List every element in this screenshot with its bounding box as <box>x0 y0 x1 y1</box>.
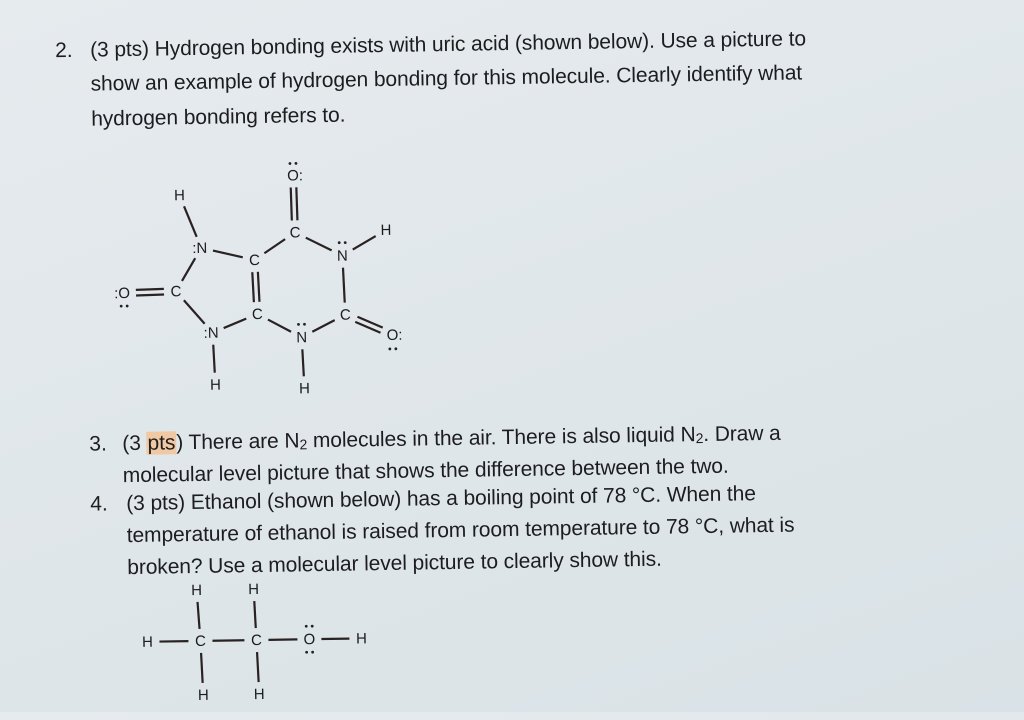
atom-label: H <box>198 687 209 704</box>
atom-label: C <box>289 224 300 241</box>
subscript: 2 <box>299 436 307 452</box>
bond-line <box>257 652 259 682</box>
question-4-line-2: temperature of ethanol is raised from room temperature to 78 °C, what is <box>127 514 795 548</box>
atom-label: :N <box>192 240 207 257</box>
atom-label: H <box>254 686 265 703</box>
question-2-line-2: show an example of hydrogen bonding for this molecule. Clearly identify what <box>90 61 802 96</box>
atom-label: C <box>195 633 206 650</box>
lone-pair-dot <box>311 651 314 654</box>
bond-line <box>254 601 255 628</box>
atom-label: H <box>356 630 367 647</box>
bond-line <box>201 653 203 683</box>
subscript: 2 <box>695 430 703 446</box>
question-4-number: 4. <box>90 492 108 516</box>
lone-pair-dot <box>311 625 314 628</box>
q3-text: ) There are N <box>176 429 300 454</box>
question-2-number: 2. <box>55 39 73 63</box>
question-2-line-3: hydrogen bonding refers to. <box>91 104 345 132</box>
atom-label: N <box>296 329 307 346</box>
atom-label: H <box>191 582 202 599</box>
atom-label: H <box>380 222 391 239</box>
question-4-line-3: broken? Use a molecular level picture to clearly show this. <box>127 548 662 580</box>
atom-label: N <box>337 248 348 265</box>
atom-label: H <box>299 380 310 397</box>
atom-label: C <box>170 283 181 300</box>
atom-label: H <box>248 581 259 598</box>
lone-pair-dot <box>305 651 308 654</box>
atom-label: :O <box>114 285 130 302</box>
question-3-line-2: molecular level picture that shows the difference between the two. <box>123 455 729 489</box>
q3-text: molecules in the air. There is also liquid N <box>307 423 696 452</box>
atom-label: O: <box>287 167 303 184</box>
q3-text: . Draw a <box>703 422 781 446</box>
atom-label: :N <box>203 325 218 342</box>
atom-label: C <box>249 252 260 269</box>
highlighted-text: pts <box>146 431 176 454</box>
bond-line <box>212 640 244 641</box>
atom-label: C <box>340 307 351 324</box>
q3-text: (3 <box>122 432 147 455</box>
atom-label: O: <box>387 327 403 344</box>
atom-label: H <box>210 377 221 394</box>
atom-label: H <box>142 634 153 651</box>
question-3-number: 3. <box>89 432 107 456</box>
atom-label: H <box>174 187 185 204</box>
lone-pair-dot <box>305 625 308 628</box>
question-2-line-1: (3 pts) Hydrogen bonding exists with uric acid (shown below). Use a picture to <box>90 27 806 62</box>
question-4-line-1: (3 pts) Ethanol (shown below) has a boiling point of 78 °C. When the <box>126 482 756 516</box>
atom-label: C <box>251 632 262 649</box>
atom-label: C <box>252 306 263 323</box>
bond-line <box>198 602 200 629</box>
atom-label: O <box>303 631 315 648</box>
